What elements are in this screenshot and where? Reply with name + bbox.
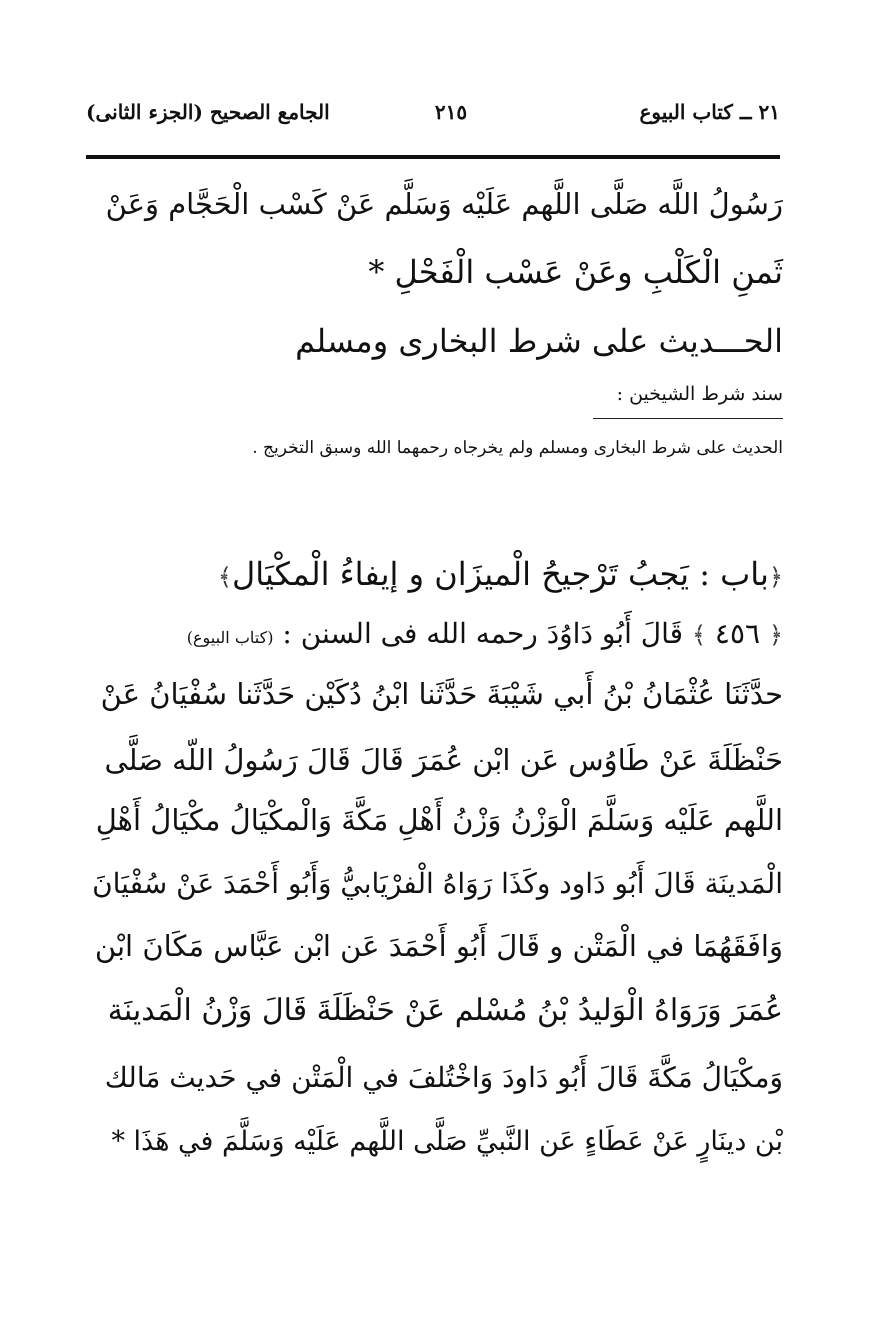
hadith-number: ٤٥٦ bbox=[714, 617, 761, 650]
note-heading: سند شرط الشيخين : bbox=[616, 383, 783, 405]
hadith-text-line: وَمكْيَالُ مَكَّةَ قَالَ أَبُو دَاودَ وَاخْتُلفَ في الْمَتْن في حَديث مَالك bbox=[104, 1061, 783, 1094]
header-section-title: ٢١ ــ كتاب البيوع bbox=[639, 100, 780, 124]
note-text: الحديث على شرط البخارى ومسلم ولم يخرجاه رحمهما الله وسبق التخريج . bbox=[252, 438, 783, 458]
hadith-intro: قَالَ أَبُو دَاوُدَ رحمه الله فى السنن : bbox=[282, 617, 684, 650]
hadith-ruling: الحـــديث على شرط البخارى ومسلم bbox=[295, 322, 783, 360]
ornament-open: ﴿ bbox=[768, 621, 783, 649]
ornament-close: ﴾ bbox=[691, 621, 706, 649]
header-book-title: الجامع الصحيح (الجزء الثانى) bbox=[86, 100, 330, 124]
running-header bbox=[86, 100, 780, 136]
hadith-text-line: الْمَدينَة قَالَ أَبُو دَاود وكَذَا رَوَاهُ الْفرْيَابيُّ وَأَبُو أَحْمَدَ عَنْ سُفْيَانَ bbox=[92, 867, 783, 900]
hadith-text-line: عُمَرَ وَرَوَاهُ الْوَليدُ بْنُ مُسْلم عَنْ حَنْظَلَةَ قَالَ وَزْنُ الْمَدينَة bbox=[107, 993, 783, 1028]
hadith-text-line: ثَمنِ الْكَلْبِ وعَنْ عَسْب الْفَحْلِ * bbox=[368, 253, 783, 291]
note-heading-underline bbox=[593, 418, 783, 419]
hadith-text-line: بْن دينَارٍ عَنْ عَطَاءٍ عَن النَّبيِّ صَلَّى اللَّهم عَلَيْه وَسَلَّمَ في هَذَا * bbox=[111, 1126, 783, 1157]
hadith-text-line: اللَّهم عَلَيْه وَسَلَّمَ الْوَزْنُ وَزْنُ أَهْلِ مَكَّةَ وَالْمكْيَالُ مكْيَالُ أَهْلِ bbox=[95, 803, 783, 837]
page-number: ٢١٥ bbox=[434, 100, 468, 124]
header-rule bbox=[86, 155, 780, 159]
ornament-open: ﴿ bbox=[768, 563, 783, 591]
chapter-title: باب : يَجبُ تَرْجيحُ الْميزَان و إيفاءُ الْمكْيَال bbox=[231, 555, 769, 593]
hadith-heading bbox=[186, 617, 783, 650]
ornament-close: ﴾ bbox=[217, 563, 232, 591]
hadith-text-line: حَنْظَلَةَ عَنْ طَاوُس عَن ابْن عُمَرَ قَالَ قَالَ رَسُولُ اللّه صَلَّى bbox=[104, 743, 783, 777]
hadith-text-line: رَسُولُ اللَّه صَلَّى اللَّهم عَلَيْه وَسَلَّم عَنْ كَسْب الْحَجَّام وَعَنْ bbox=[105, 187, 783, 221]
hadith-text-line: حدَّثَنَا عُثْمَانُ بْنُ أَبي شَيْبَةَ حَدَّثَنا ابْنُ دُكَيْن حَدَّثَنا سُفْيَانُ عَنْ bbox=[100, 677, 783, 711]
hadith-reference: (كتاب البيوع) bbox=[186, 628, 274, 647]
chapter-heading bbox=[217, 555, 783, 593]
hadith-text-line: وَافَقَهُمَا في الْمَتْن و قَالَ أَبُو أَحْمَدَ عَن ابْن عَبَّاس مَكَانَ ابْن bbox=[94, 929, 783, 963]
